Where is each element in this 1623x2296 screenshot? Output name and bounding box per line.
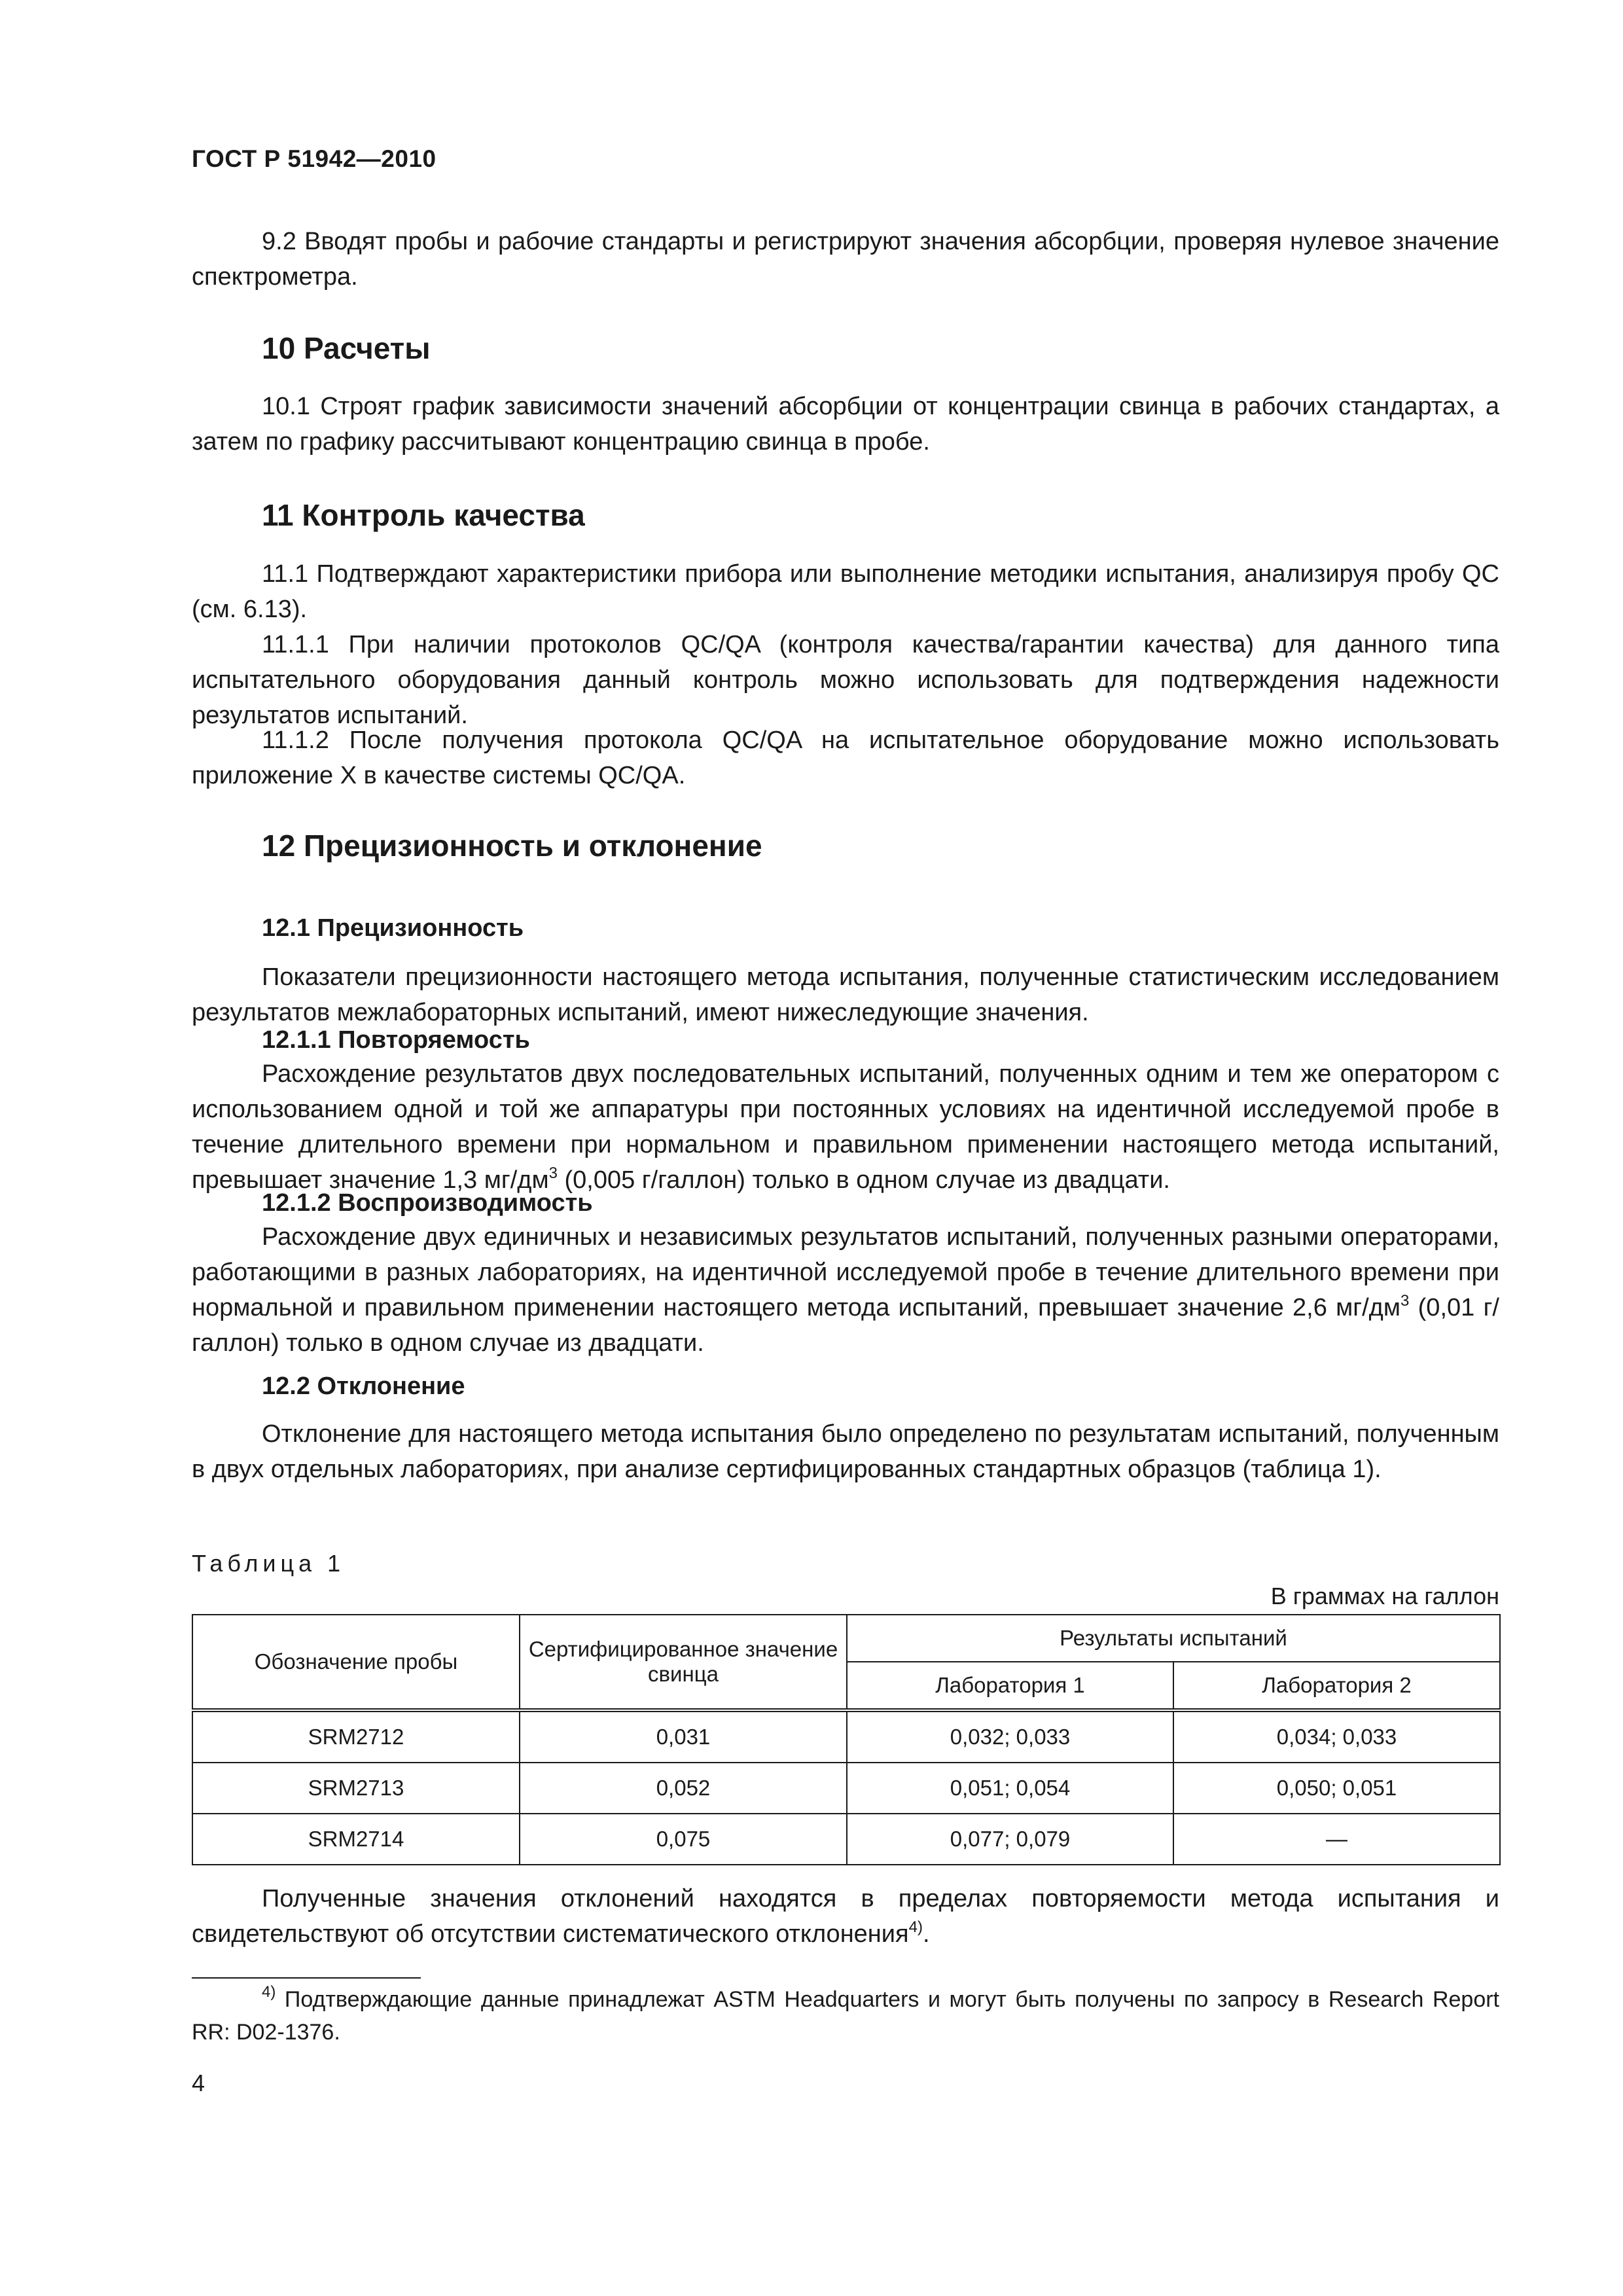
results-table xyxy=(192,1614,1501,1865)
section-12-1-2-title: 12.1.2 Воспроизводимость xyxy=(262,1189,593,1217)
conclusion-end: . xyxy=(922,1920,930,1948)
footnote-divider xyxy=(192,1977,421,1979)
paragraph-11-1-2-text: 11.1.2 После получения протокола QC/QA на испытательное оборудование можно использовать приложение X в качестве системы QC/QA. xyxy=(192,726,1499,789)
footnote-mark: 4) xyxy=(262,1983,276,2001)
paragraph-11-1 xyxy=(192,556,1499,627)
cell-sample: SRM2714 xyxy=(192,1814,520,1865)
paragraph-12-1-2-text: Расхождение двух единичных и независимых результатов испытаний, полученных разными операторами, работающими в разных лабораториях, на идентичной исследуемой пробе в течение длительного времени при нормальной и правильном применении настоящего метода испытаний, превышает значение 2,6 мг/дм xyxy=(192,1223,1499,1321)
cell-certified: 0,052 xyxy=(520,1763,847,1814)
paragraph-12-2-text: Отклонение для настоящего метода испытания было определено по результатам испытаний, полученным в двух отдельных лабораториях, при анализе сертифицированных стандартных образцов (таблица 1). xyxy=(192,1420,1499,1483)
cell-lab2: — xyxy=(1173,1814,1500,1865)
cell-certified: 0,075 xyxy=(520,1814,847,1865)
section-12-2-title: 12.2 Отклонение xyxy=(262,1372,465,1400)
cell-lab2: 0,050; 0,051 xyxy=(1173,1763,1500,1814)
paragraph-12-1-1-tail: (0,005 г/галлон) только в одном случае из двадцати. xyxy=(557,1166,1170,1194)
paragraph-12-2 xyxy=(192,1416,1499,1487)
footnote-text: Подтверждающие данные принадлежат ASTM Headquarters и могут быть получены по запросу в Research Report RR: D02-1376. xyxy=(192,1987,1499,2045)
header-certified: Сертифицированное значение свинца xyxy=(520,1615,847,1710)
superscript: 3 xyxy=(548,1164,558,1182)
paragraph-10-1 xyxy=(192,389,1499,459)
section-11-title: 11 Контроль качества xyxy=(262,498,585,532)
table-row xyxy=(192,1710,1500,1763)
table-units: В граммах на галлон xyxy=(1270,1583,1499,1609)
cell-lab2: 0,034; 0,033 xyxy=(1173,1710,1500,1763)
cell-certified: 0,031 xyxy=(520,1710,847,1763)
paragraph-11-1-1-text: 11.1.1 При наличии протоколов QC/QA (контроля качества/гарантии качества) для данного типа испытательного оборудования данный контроль можно использовать для подтверждения надежности результатов испытаний. xyxy=(192,631,1499,729)
conclusion-paragraph xyxy=(192,1881,1499,1952)
paragraph-12-1-1-text: Расхождение результатов двух последовательных испытаний, полученных одним и тем же оператором с использованием одной и той же аппаратуры при постоянных условиях на идентичной исследуемой пробе в течение длительного времени при нормальном и правильном применении настоящего метода испытаний, превышает значение 1,3 мг/дм xyxy=(192,1060,1499,1194)
footnote xyxy=(192,1983,1499,2049)
table-row xyxy=(192,1763,1500,1814)
paragraph-10-1-text: 10.1 Строят график зависимости значений абсорбции от концентрации свинца в рабочих стандартах, а затем по графику рассчитывают концентрацию свинца в пробе. xyxy=(192,393,1499,456)
table-caption: Таблица 1 xyxy=(192,1550,346,1577)
header-lab2: Лаборатория 2 xyxy=(1173,1662,1500,1710)
section-12-title: 12 Прецизионность и отклонение xyxy=(262,829,762,863)
section-10-title: 10 Расчеты xyxy=(262,331,431,365)
table-row xyxy=(192,1814,1500,1865)
paragraph-12-1 xyxy=(192,960,1499,1030)
paragraph-12-1-text: Показатели прецизионности настоящего метода испытания, полученные статистическим исследованием результатов межлабораторных испытаний, имеют нижеследующие значения. xyxy=(192,963,1499,1026)
cell-sample: SRM2712 xyxy=(192,1710,520,1763)
superscript: 3 xyxy=(1400,1292,1410,1310)
paragraph-11-1-text: 11.1 Подтверждают характеристики прибора или выполнение методики испытания, анализируя пробу QC (см. 6.13). xyxy=(192,560,1499,623)
paragraph-9-2 xyxy=(192,224,1499,295)
paragraph-9-2-text: 9.2 Вводят пробы и рабочие стандарты и регистрируют значения абсорбции, проверяя нулевое значение спектрометра. xyxy=(192,228,1499,291)
paragraph-11-1-1 xyxy=(192,627,1499,733)
paragraph-11-1-2 xyxy=(192,723,1499,793)
section-12-1-title: 12.1 Прецизионность xyxy=(262,914,524,942)
header-lab1: Лаборатория 1 xyxy=(847,1662,1173,1710)
cell-sample: SRM2713 xyxy=(192,1763,520,1814)
page-number: 4 xyxy=(192,2070,205,2096)
cell-lab1: 0,077; 0,079 xyxy=(847,1814,1173,1865)
paragraph-12-1-2-tail: (0,01 г/галлон) только в одном случае из двадцати. xyxy=(192,1294,1499,1357)
paragraph-12-1-2 xyxy=(192,1219,1499,1361)
document-header: ГОСТ Р 51942—2010 xyxy=(192,145,437,172)
conclusion-text: Полученные значения отклонений находятся в пределах повторяемости метода испытания и свидетельствуют об отсутствии систематического отклонения xyxy=(192,1885,1499,1948)
header-sample: Обозначение пробы xyxy=(192,1615,520,1710)
paragraph-12-1-1 xyxy=(192,1056,1499,1198)
footnote-ref: 4) xyxy=(908,1918,923,1936)
header-results: Результаты испытаний xyxy=(847,1615,1500,1662)
section-12-1-1-title: 12.1.1 Повторяемость xyxy=(262,1026,530,1054)
cell-lab1: 0,032; 0,033 xyxy=(847,1710,1173,1763)
cell-lab1: 0,051; 0,054 xyxy=(847,1763,1173,1814)
table-header-row xyxy=(192,1615,1500,1662)
